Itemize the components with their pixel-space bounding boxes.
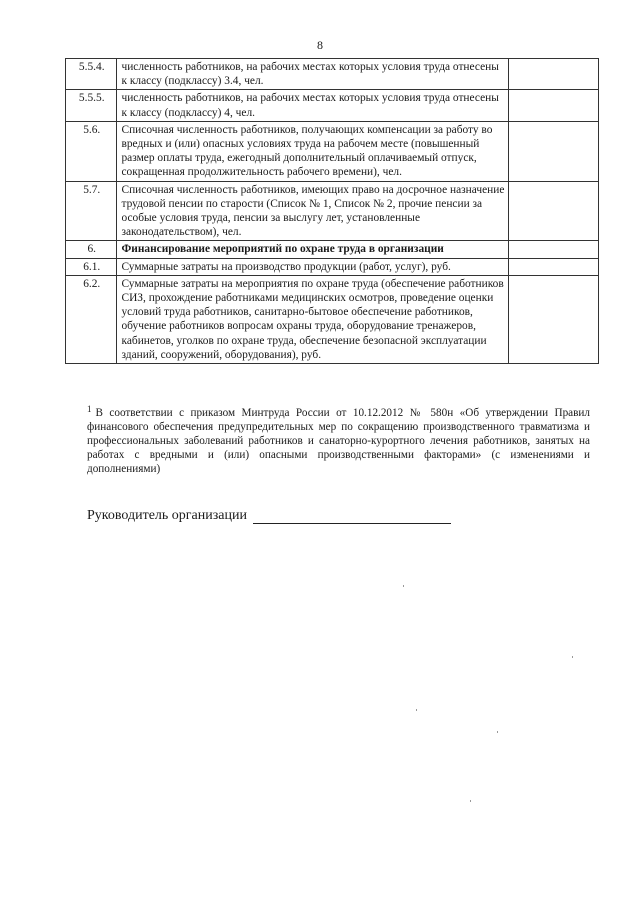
row-description: Списочная численность работников, получающих компенсации за работу во вредных и (или) опасных условиях труда на рабочем месте (повышенный размер оплаты труда, ежегодный дополнительный оплачиваемый отпуск, сокращенная продолжительность рабочего времени), чел. — [117, 121, 509, 181]
footnote-text: В соответствии с приказом Минтруда России от 10.12.2012 № 580н «Об утверждении Правил финансового обеспечения предупредительных мер по сокращению производственного травматизма и профессиональных заболеваний работников и санаторно-курортного лечения работников, занятых на работах с вредными и (или) опасными производственными факторами» (с изменениями и дополнениями) — [87, 407, 590, 475]
row-description: Суммарные затраты на мероприятия по охране труда (обеспечение работников СИЗ, прохождение работниками медицинских осмотров, проведение оценки условий труда работников, санитарно-бытовое обеспечение работников, обучение работников вопросам охраны труда, оборудование тренажеров, кабинетов, уголков по охране труда, обеспечение безопасной эксплуатации зданий, сооружений, оборудования), руб. — [117, 275, 509, 363]
scan-speck — [497, 731, 498, 733]
table-row — [66, 121, 599, 181]
report-table — [65, 58, 599, 364]
signature-line — [253, 509, 451, 524]
row-number: 5.5.4. — [66, 59, 117, 90]
footnote — [87, 402, 590, 476]
row-description: Суммарные затраты на производство продукции (работ, услуг), руб. — [117, 258, 509, 275]
signature-block — [87, 508, 451, 524]
scan-speck — [470, 800, 471, 802]
row-value-cell[interactable] — [509, 181, 599, 241]
row-value-cell[interactable] — [509, 121, 599, 181]
row-description: Финансирование мероприятий по охране труда в организации — [117, 241, 509, 258]
row-number: 5.7. — [66, 181, 117, 241]
row-description: Списочная численность работников, имеющих право на досрочное назначение трудовой пенсии по старости (Список № 1, Список № 2, прочие пенсии за особые условия труда, пенсии за выслугу лет, установленные законодательством), чел. — [117, 181, 509, 241]
signature-label: Руководитель организации — [87, 508, 247, 523]
row-description: численность работников, на рабочих местах которых условия труда отнесены к классу (подклассу) 4, чел. — [117, 90, 509, 121]
row-value-cell[interactable] — [509, 241, 599, 258]
table-row — [66, 59, 599, 90]
row-value-cell[interactable] — [509, 59, 599, 90]
row-number: 6.2. — [66, 275, 117, 363]
table-row — [66, 241, 599, 258]
row-description: численность работников, на рабочих местах которых условия труда отнесены к классу (подклассу) 3.4, чел. — [117, 59, 509, 90]
row-value-cell[interactable] — [509, 90, 599, 121]
row-number: 5.5.5. — [66, 90, 117, 121]
row-value-cell[interactable] — [509, 258, 599, 275]
table-row — [66, 90, 599, 121]
scan-speck — [416, 709, 417, 711]
row-number: 6. — [66, 241, 117, 258]
table-row — [66, 181, 599, 241]
scan-speck — [403, 585, 404, 587]
page-number: 8 — [317, 38, 323, 52]
table-row — [66, 258, 599, 275]
row-number: 6.1. — [66, 258, 117, 275]
footnote-marker: 1 — [87, 404, 92, 414]
row-value-cell[interactable] — [509, 275, 599, 363]
scan-speck — [572, 656, 573, 658]
row-number: 5.6. — [66, 121, 117, 181]
table-row — [66, 275, 599, 363]
